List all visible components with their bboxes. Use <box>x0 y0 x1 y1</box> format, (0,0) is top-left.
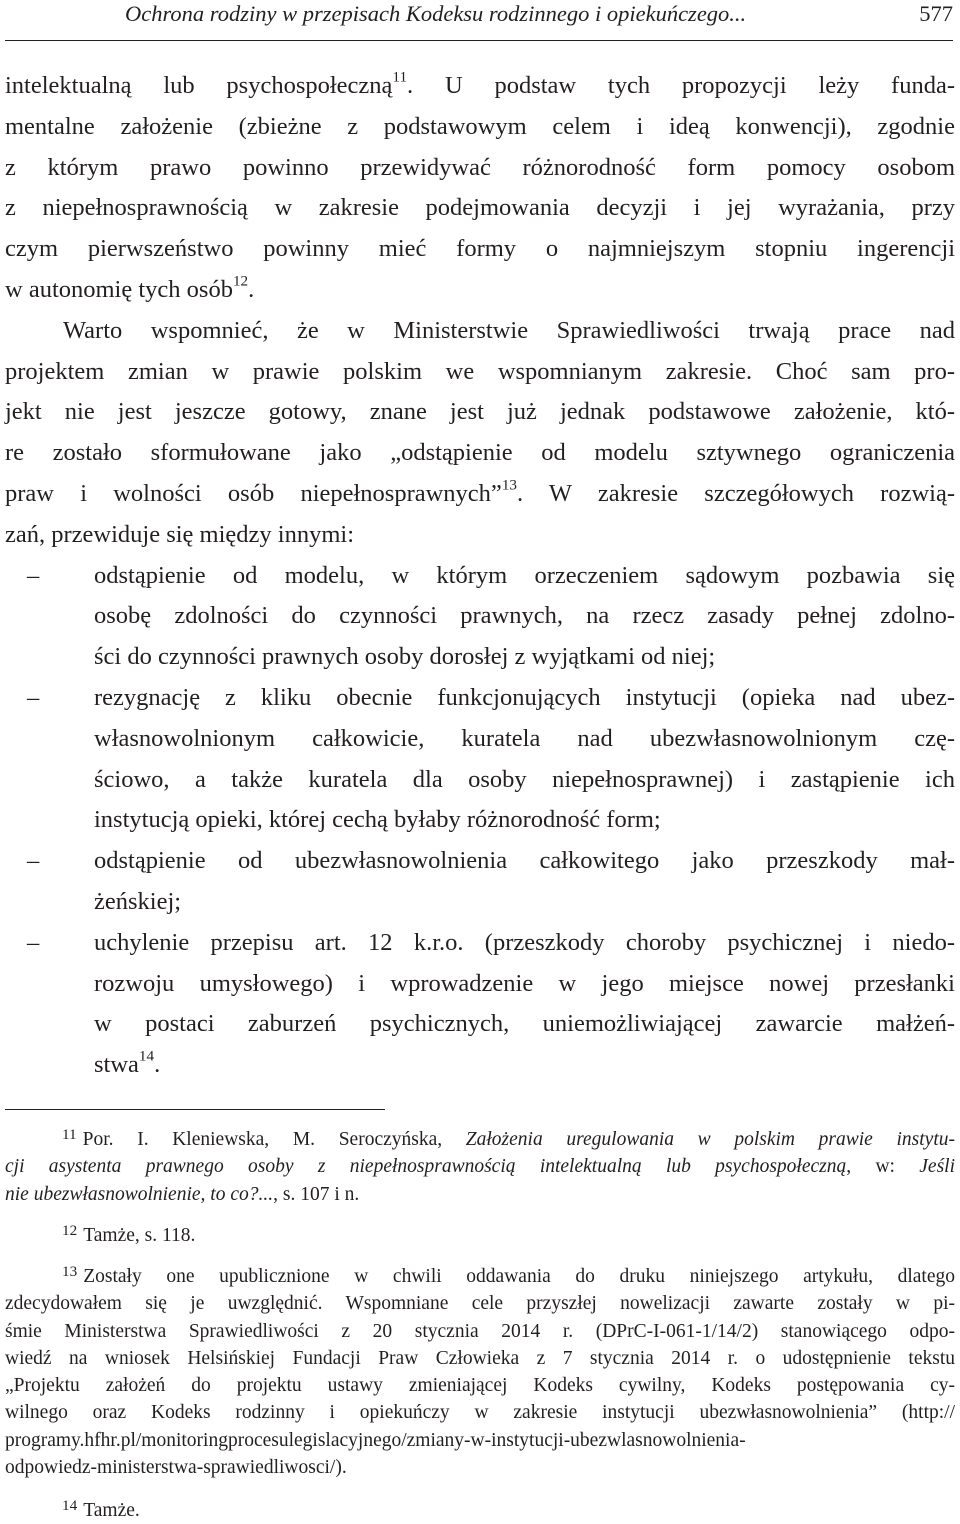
footnote-line: zdecydowałem się je uwzględnić. Wspomniane cele przyszłej nowelizacji zawarte zostały w pi- <box>5 1293 955 1315</box>
running-header <box>5 0 953 41</box>
list-item-line: stwa$^{14}$. <box>94 1047 161 1079</box>
footnote-ref-14[interactable]: 14 <box>138 1047 155 1065</box>
text-line: mentalne założenie (zbieżne z podstawowym celem i ideą konwencji), zgodnie <box>5 112 955 140</box>
footnote-number: 14 <box>62 1496 78 1514</box>
footnote-13 <box>5 1263 955 1481</box>
footnote-line: $^{12}$ Tamże, s. 118. <box>62 1221 196 1246</box>
footnote-ref-13[interactable]: 13 <box>501 476 517 494</box>
list-item-line: własnowolnionym całkowicie, kuratela nad ubezwłasnowolnionym czę- <box>94 724 955 752</box>
text-line: Warto wspomnieć, że w Ministerstwie Sprawiedliwości trwają prace nad <box>63 316 955 344</box>
footnote-number: 11 <box>62 1125 77 1143</box>
text-line: czym pierwszeństwo powinny mieć formy o najmniejszym stopniu ingerencji <box>5 235 955 263</box>
dash-bullet: – <box>27 561 40 589</box>
text-line: intelektualną lub psychospołeczną$^{11}$. U podstaw tych propozycji leży funda- <box>5 68 955 99</box>
running-title: Ochrona rodziny w przepisach Kodeksu rodzinnego i opiekuńczego... <box>125 1 747 26</box>
footnote-ref-11[interactable]: 11 <box>392 68 408 86</box>
text-line: jekt nie jest jeszcze gotowy, znane jest już jednak podstawowe założenie, któ- <box>5 398 955 426</box>
footnote-line: odpowiedz-ministerstwa-sprawiedliwosci/). <box>5 1457 347 1479</box>
list-item-line: rozwoju umysłowego) i wprowadzenie w jego miejsce nowej przesłanki <box>94 969 955 997</box>
footnote-11 <box>5 1126 955 1208</box>
footnote-line: $^{11}$ Por. I. Kleniewska, M. Seroczyńska, Założenia uregulowania w polskim prawie instytu- <box>62 1125 955 1150</box>
footnote-line: nie ubezwłasnowolnienie, to co?..., s. 107 i n. <box>5 1183 360 1205</box>
footnote-12 <box>5 1222 955 1249</box>
dash-bullet: – <box>27 683 40 711</box>
list-item-line: w postaci zaburzeń psychicznych, uniemożliwiającej zawarcie małżeń- <box>94 1010 955 1038</box>
footnote-line: cji asystenta prawnego osoby z niepełnosprawnością intelektualną lub psychospołeczną, w: Jeśli <box>5 1156 956 1178</box>
list-item: – odstąpienie od ubezwłasnowolnienia całkowitego jako przeszkody mał- <box>5 841 955 882</box>
list-item-line: żeńskiej; <box>94 887 182 915</box>
footnote-14 <box>5 1497 955 1524</box>
list-item-line: instytucją opieki, której cechą byłaby różnorodność form; <box>94 806 661 834</box>
footnote-ref-12[interactable]: 12 <box>232 272 249 290</box>
footnote-number: 13 <box>62 1262 78 1280</box>
list-item: – uchylenie przepisu art. 12 k.r.o. (przeszkody choroby psychicznej i niedo- <box>5 923 955 964</box>
list-item: – odstąpienie od modelu, w którym orzeczeniem sądowym pozbawia się <box>5 556 955 597</box>
footnote-number: 12 <box>62 1221 78 1239</box>
text-line: praw i wolności osób niepełnosprawnych”$^{13}$. W zakresie szczegółowych rozwią- <box>5 476 955 507</box>
dash-bullet: – <box>27 928 40 956</box>
text-line: z którym prawo powinno przewidywać różnorodność form pomocy osobom <box>5 153 955 181</box>
text-line: projektem zmian w prawie polskim we wspomnianym zakresie. Choć sam pro- <box>5 357 955 385</box>
footnote-line: $^{13}$ Zostały one upublicznione w chwili oddawania do druku niniejszego artykułu, dlatego <box>62 1262 955 1287</box>
text-line: zań, przewiduje się między innymi: <box>5 520 355 548</box>
text-line: w autonomię tych osób$^{12}$. <box>5 272 255 303</box>
dash-bullet: – <box>27 847 40 875</box>
footnote-line: wiedź na wniosek Helsińskiej Fundacji Praw Człowieka z 7 stycznia 2014 r. o udostępnienie tekstu <box>5 1347 955 1369</box>
footnote-line: „Projektu założeń do projektu ustawy zmieniającej Kodeks cywilny, Kodeks postępowania cy- <box>5 1375 955 1397</box>
list-item-line: ściowo, a także kuratela dla osoby niepełnosprawnej) i zastąpienie ich <box>94 765 955 793</box>
footnote-line: $^{14}$ Tamże. <box>62 1496 140 1521</box>
footnote-line: programy.hfhr.pl/monitoringprocesulegislacyjnego/zmiany-w-instytucji-ubezwlasnowolnienia- <box>5 1429 746 1451</box>
body-text <box>5 66 955 1086</box>
text-line: re zostało sformułowane jako „odstąpienie od modelu sztywnego ograniczenia <box>5 439 955 467</box>
list-item-line: ści do czynności prawnych osoby dorosłej z wyjątkami od niej; <box>94 643 716 671</box>
list-item: – rezygnację z kliku obecnie funkcjonujących instytucji (opieka nad ubez- <box>5 678 955 719</box>
footnote-line: śmie Ministerstwa Sprawiedliwości z 20 stycznia 2014 r. (DPrC-I-061-1/14/2) stanowiącego odpo- <box>5 1320 955 1342</box>
text-line: z niepełnosprawnością w zakresie podejmowania decyzji i jej wyrażania, przy <box>5 194 955 222</box>
list-item-line: osobę zdolności do czynności prawnych, na rzecz zasady pełnej zdolno- <box>94 602 955 630</box>
footnote-divider <box>5 1109 385 1110</box>
footnote-line: wilnego oraz Kodeks rodzinny i opiekuńczy w zakresie instytucji ubezwłasnowolnienia” (http:// <box>5 1402 955 1424</box>
page-number: 577 <box>919 1 953 26</box>
